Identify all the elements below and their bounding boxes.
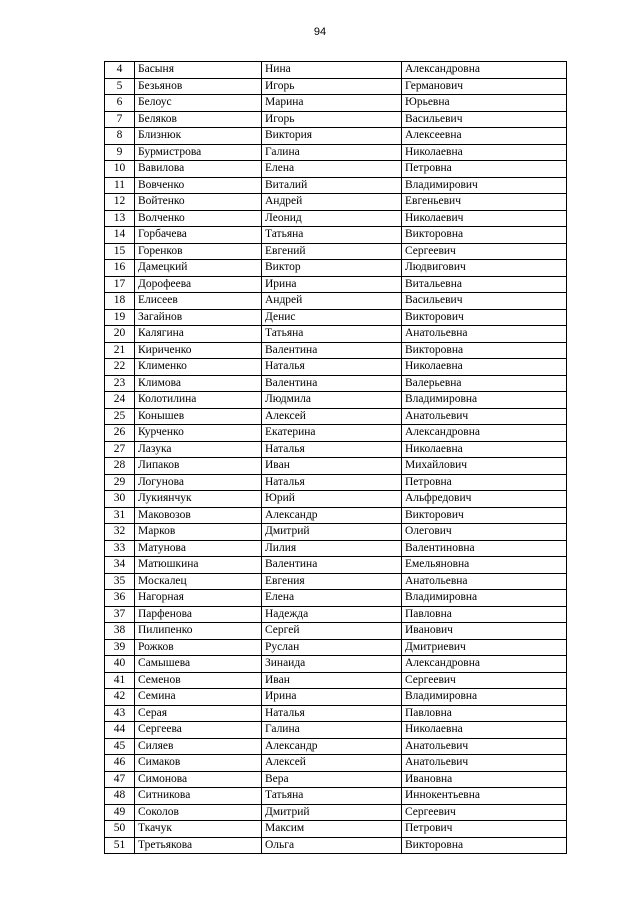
first-name-cell: Татьяна (262, 326, 402, 343)
table-row (105, 359, 567, 376)
row-number: 6 (105, 95, 135, 112)
patronymic-cell: Владимировна (402, 689, 567, 706)
table-row (105, 128, 567, 145)
patronymic-cell: Викторовна (402, 837, 567, 854)
row-number: 11 (105, 177, 135, 194)
last-name-cell: Симонова (135, 771, 262, 788)
table-row (105, 606, 567, 623)
table-row (105, 243, 567, 260)
table-row (105, 227, 567, 244)
row-number: 27 (105, 441, 135, 458)
row-number: 49 (105, 804, 135, 821)
table-row (105, 623, 567, 640)
first-name-cell: Дмитрий (262, 524, 402, 541)
patronymic-cell: Николаевна (402, 359, 567, 376)
patronymic-cell: Дмитриевич (402, 639, 567, 656)
row-number: 13 (105, 210, 135, 227)
row-number: 18 (105, 293, 135, 310)
row-number: 34 (105, 557, 135, 574)
first-name-cell: Галина (262, 722, 402, 739)
table-row (105, 111, 567, 128)
table-row (105, 210, 567, 227)
first-name-cell: Дмитрий (262, 804, 402, 821)
patronymic-cell: Владимирович (402, 177, 567, 194)
last-name-cell: Семенов (135, 672, 262, 689)
table-row (105, 62, 567, 79)
table-row (105, 821, 567, 838)
last-name-cell: Соколов (135, 804, 262, 821)
first-name-cell: Нина (262, 62, 402, 79)
last-name-cell: Липаков (135, 458, 262, 475)
patronymic-cell: Александровна (402, 656, 567, 673)
table-row (105, 458, 567, 475)
row-number: 21 (105, 342, 135, 359)
patronymic-cell: Николаевна (402, 722, 567, 739)
last-name-cell: Войтенко (135, 194, 262, 211)
row-number: 22 (105, 359, 135, 376)
last-name-cell: Москалец (135, 573, 262, 590)
row-number: 36 (105, 590, 135, 607)
table-row (105, 441, 567, 458)
table-row (105, 557, 567, 574)
last-name-cell: Калягина (135, 326, 262, 343)
table-row (105, 705, 567, 722)
row-number: 7 (105, 111, 135, 128)
first-name-cell: Виктор (262, 260, 402, 277)
row-number: 8 (105, 128, 135, 145)
table-row (105, 276, 567, 293)
patronymic-cell: Анатольевич (402, 408, 567, 425)
table-row (105, 293, 567, 310)
table-row (105, 656, 567, 673)
first-name-cell: Александр (262, 738, 402, 755)
last-name-cell: Вовченко (135, 177, 262, 194)
last-name-cell: Логунова (135, 474, 262, 491)
first-name-cell: Наталья (262, 441, 402, 458)
patronymic-cell: Владимировна (402, 590, 567, 607)
last-name-cell: Матунова (135, 540, 262, 557)
row-number: 51 (105, 837, 135, 854)
patronymic-cell: Валерьевна (402, 375, 567, 392)
table-row (105, 309, 567, 326)
page-number: 94 (313, 26, 327, 38)
patronymic-cell: Александровна (402, 425, 567, 442)
table-row (105, 573, 567, 590)
names-table (104, 61, 567, 854)
first-name-cell: Виктория (262, 128, 402, 145)
last-name-cell: Ситникова (135, 788, 262, 805)
patronymic-cell: Анатольевич (402, 755, 567, 772)
row-number: 15 (105, 243, 135, 260)
last-name-cell: Близнюк (135, 128, 262, 145)
row-number: 38 (105, 623, 135, 640)
table-row (105, 639, 567, 656)
table-row (105, 95, 567, 112)
table-row (105, 342, 567, 359)
patronymic-cell: Валентиновна (402, 540, 567, 557)
patronymic-cell: Васильевич (402, 111, 567, 128)
last-name-cell: Волченко (135, 210, 262, 227)
row-number: 30 (105, 491, 135, 508)
first-name-cell: Наталья (262, 474, 402, 491)
last-name-cell: Безьянов (135, 78, 262, 95)
last-name-cell: Рожков (135, 639, 262, 656)
first-name-cell: Валентина (262, 375, 402, 392)
patronymic-cell: Витальевна (402, 276, 567, 293)
row-number: 24 (105, 392, 135, 409)
last-name-cell: Дамецкий (135, 260, 262, 277)
last-name-cell: Вавилова (135, 161, 262, 178)
last-name-cell: Беляков (135, 111, 262, 128)
row-number: 32 (105, 524, 135, 541)
first-name-cell: Игорь (262, 111, 402, 128)
patronymic-cell: Алексеевна (402, 128, 567, 145)
first-name-cell: Лилия (262, 540, 402, 557)
table-row (105, 689, 567, 706)
first-name-cell: Галина (262, 144, 402, 161)
table-row (105, 392, 567, 409)
first-name-cell: Андрей (262, 194, 402, 211)
first-name-cell: Ирина (262, 689, 402, 706)
row-number: 48 (105, 788, 135, 805)
table-row (105, 507, 567, 524)
last-name-cell: Клименко (135, 359, 262, 376)
first-name-cell: Марина (262, 95, 402, 112)
last-name-cell: Матюшкина (135, 557, 262, 574)
patronymic-cell: Владимировна (402, 392, 567, 409)
table-row (105, 326, 567, 343)
last-name-cell: Самышева (135, 656, 262, 673)
row-number: 4 (105, 62, 135, 79)
patronymic-cell: Ивановна (402, 771, 567, 788)
table-row (105, 524, 567, 541)
last-name-cell: Климова (135, 375, 262, 392)
patronymic-cell: Альфредович (402, 491, 567, 508)
first-name-cell: Елена (262, 161, 402, 178)
first-name-cell: Виталий (262, 177, 402, 194)
last-name-cell: Нагорная (135, 590, 262, 607)
table-row (105, 144, 567, 161)
patronymic-cell: Павловна (402, 606, 567, 623)
table-row (105, 738, 567, 755)
row-number: 19 (105, 309, 135, 326)
row-number: 16 (105, 260, 135, 277)
table-row (105, 722, 567, 739)
table-row (105, 161, 567, 178)
table-row (105, 474, 567, 491)
patronymic-cell: Анатольевна (402, 326, 567, 343)
patronymic-cell: Анатольевич (402, 738, 567, 755)
first-name-cell: Алексей (262, 408, 402, 425)
table-row (105, 590, 567, 607)
patronymic-cell: Павловна (402, 705, 567, 722)
last-name-cell: Елисеев (135, 293, 262, 310)
row-number: 26 (105, 425, 135, 442)
patronymic-cell: Сергеевич (402, 804, 567, 821)
last-name-cell: Колотилина (135, 392, 262, 409)
first-name-cell: Наталья (262, 705, 402, 722)
first-name-cell: Алексей (262, 755, 402, 772)
row-number: 17 (105, 276, 135, 293)
first-name-cell: Александр (262, 507, 402, 524)
patronymic-cell: Викторовна (402, 227, 567, 244)
last-name-cell: Конышев (135, 408, 262, 425)
row-number: 44 (105, 722, 135, 739)
patronymic-cell: Викторовна (402, 342, 567, 359)
row-number: 29 (105, 474, 135, 491)
patronymic-cell: Емельяновна (402, 557, 567, 574)
patronymic-cell: Васильевич (402, 293, 567, 310)
first-name-cell: Иван (262, 458, 402, 475)
first-name-cell: Иван (262, 672, 402, 689)
patronymic-cell: Людвигович (402, 260, 567, 277)
last-name-cell: Кириченко (135, 342, 262, 359)
last-name-cell: Загайнов (135, 309, 262, 326)
patronymic-cell: Иванович (402, 623, 567, 640)
last-name-cell: Горенков (135, 243, 262, 260)
row-number: 40 (105, 656, 135, 673)
last-name-cell: Силяев (135, 738, 262, 755)
last-name-cell: Серая (135, 705, 262, 722)
first-name-cell: Ольга (262, 837, 402, 854)
last-name-cell: Лукиянчук (135, 491, 262, 508)
row-number: 42 (105, 689, 135, 706)
patronymic-cell: Иннокентьевна (402, 788, 567, 805)
patronymic-cell: Михайлович (402, 458, 567, 475)
table-row (105, 771, 567, 788)
last-name-cell: Курченко (135, 425, 262, 442)
row-number: 12 (105, 194, 135, 211)
patronymic-cell: Петрович (402, 821, 567, 838)
first-name-cell: Татьяна (262, 788, 402, 805)
row-number: 25 (105, 408, 135, 425)
row-number: 39 (105, 639, 135, 656)
row-number: 31 (105, 507, 135, 524)
table-row (105, 755, 567, 772)
row-number: 47 (105, 771, 135, 788)
first-name-cell: Надежда (262, 606, 402, 623)
last-name-cell: Горбачева (135, 227, 262, 244)
table-row (105, 78, 567, 95)
table-row (105, 177, 567, 194)
patronymic-cell: Сергеевич (402, 243, 567, 260)
first-name-cell: Зинаида (262, 656, 402, 673)
patronymic-cell: Николаевна (402, 441, 567, 458)
last-name-cell: Басыня (135, 62, 262, 79)
last-name-cell: Симаков (135, 755, 262, 772)
patronymic-cell: Евгеньевич (402, 194, 567, 211)
table-row (105, 408, 567, 425)
first-name-cell: Сергей (262, 623, 402, 640)
first-name-cell: Наталья (262, 359, 402, 376)
first-name-cell: Елена (262, 590, 402, 607)
patronymic-cell: Викторович (402, 309, 567, 326)
first-name-cell: Валентина (262, 342, 402, 359)
last-name-cell: Сергеева (135, 722, 262, 739)
table-row (105, 804, 567, 821)
patronymic-cell: Сергеевич (402, 672, 567, 689)
table-row (105, 491, 567, 508)
row-number: 10 (105, 161, 135, 178)
first-name-cell: Вера (262, 771, 402, 788)
first-name-cell: Юрий (262, 491, 402, 508)
row-number: 9 (105, 144, 135, 161)
row-number: 33 (105, 540, 135, 557)
first-name-cell: Екатерина (262, 425, 402, 442)
first-name-cell: Леонид (262, 210, 402, 227)
last-name-cell: Белоус (135, 95, 262, 112)
patronymic-cell: Петровна (402, 474, 567, 491)
first-name-cell: Евгений (262, 243, 402, 260)
table-row (105, 540, 567, 557)
patronymic-cell: Петровна (402, 161, 567, 178)
last-name-cell: Парфенова (135, 606, 262, 623)
row-number: 20 (105, 326, 135, 343)
first-name-cell: Максим (262, 821, 402, 838)
patronymic-cell: Николаевна (402, 144, 567, 161)
last-name-cell: Третьякова (135, 837, 262, 854)
row-number: 43 (105, 705, 135, 722)
last-name-cell: Лазука (135, 441, 262, 458)
last-name-cell: Маковозов (135, 507, 262, 524)
first-name-cell: Ирина (262, 276, 402, 293)
first-name-cell: Игорь (262, 78, 402, 95)
table-row (105, 425, 567, 442)
patronymic-cell: Анатольевна (402, 573, 567, 590)
row-number: 50 (105, 821, 135, 838)
last-name-cell: Семина (135, 689, 262, 706)
row-number: 46 (105, 755, 135, 772)
last-name-cell: Пилипенко (135, 623, 262, 640)
row-number: 23 (105, 375, 135, 392)
row-number: 28 (105, 458, 135, 475)
table-row (105, 260, 567, 277)
last-name-cell: Марков (135, 524, 262, 541)
patronymic-cell: Викторович (402, 507, 567, 524)
first-name-cell: Людмила (262, 392, 402, 409)
last-name-cell: Дорофеева (135, 276, 262, 293)
first-name-cell: Андрей (262, 293, 402, 310)
patronymic-cell: Николаевич (402, 210, 567, 227)
row-number: 41 (105, 672, 135, 689)
first-name-cell: Руслан (262, 639, 402, 656)
last-name-cell: Бурмистрова (135, 144, 262, 161)
table-row (105, 375, 567, 392)
patronymic-cell: Юрьевна (402, 95, 567, 112)
patronymic-cell: Александровна (402, 62, 567, 79)
table-row (105, 788, 567, 805)
names-table-body (105, 62, 567, 854)
table-row (105, 194, 567, 211)
row-number: 14 (105, 227, 135, 244)
table-row (105, 672, 567, 689)
first-name-cell: Денис (262, 309, 402, 326)
first-name-cell: Валентина (262, 557, 402, 574)
patronymic-cell: Германович (402, 78, 567, 95)
first-name-cell: Татьяна (262, 227, 402, 244)
row-number: 37 (105, 606, 135, 623)
first-name-cell: Евгения (262, 573, 402, 590)
last-name-cell: Ткачук (135, 821, 262, 838)
row-number: 5 (105, 78, 135, 95)
patronymic-cell: Олегович (402, 524, 567, 541)
row-number: 45 (105, 738, 135, 755)
row-number: 35 (105, 573, 135, 590)
table-row (105, 837, 567, 854)
